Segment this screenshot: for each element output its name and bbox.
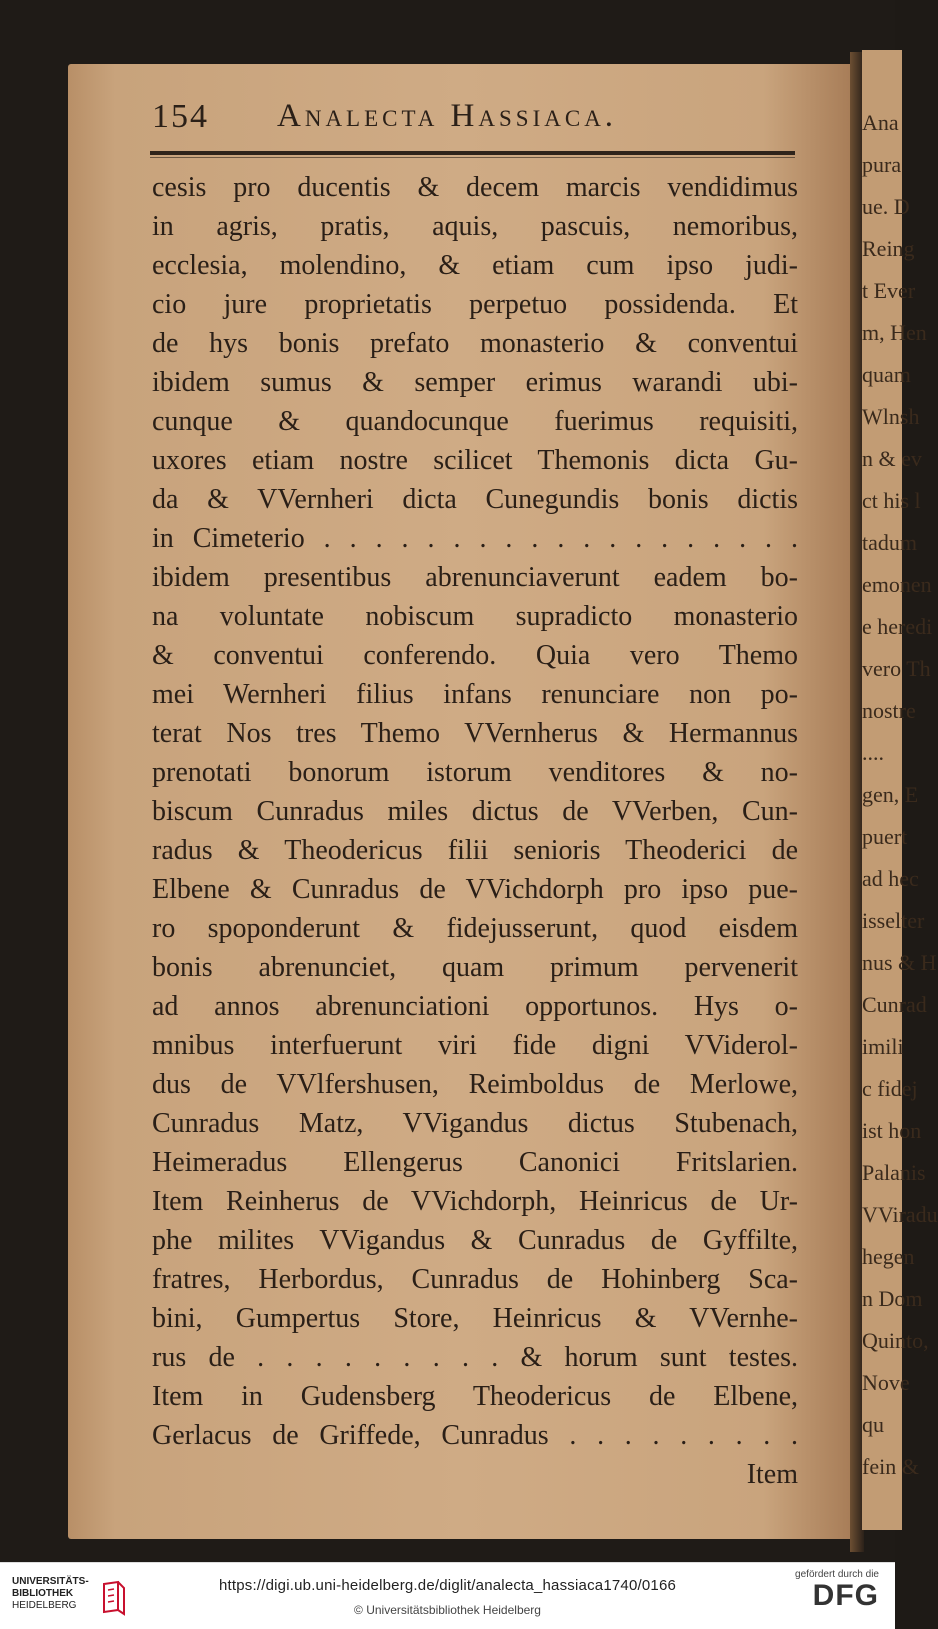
adjacent-page-fragment: fein & bbox=[862, 1454, 919, 1479]
text-line: ro spoponderunt & fidejusserunt, quod eisdem bbox=[152, 913, 798, 944]
text-line: na voluntate nobiscum supradicto monasterio bbox=[152, 601, 798, 632]
adjacent-page-fragment: VViradu bbox=[862, 1202, 938, 1227]
library-name-line1: UNIVERSITÄTS- bbox=[12, 1576, 89, 1587]
adjacent-page-fragment: Quinto, bbox=[862, 1328, 929, 1353]
dfg-logo: DFG bbox=[812, 1579, 879, 1612]
adjacent-page-fragment: gen, E bbox=[862, 782, 919, 807]
body-text bbox=[152, 168, 798, 1494]
text-line: ecclesia, molendino, & etiam cum ipso judi- bbox=[152, 250, 798, 281]
adjacent-page-fragment: Palanis bbox=[862, 1160, 926, 1185]
text-line: de hys bonis prefato monasterio & conventui bbox=[152, 328, 798, 359]
adjacent-page-edge bbox=[862, 50, 938, 1530]
text-line: & conventui conferendo. Quia vero Themo bbox=[152, 640, 798, 671]
adjacent-page-fragment: hegen bbox=[862, 1244, 915, 1269]
adjacent-page-fragment: vero Th bbox=[862, 656, 931, 681]
adjacent-page-fragment: Reing bbox=[862, 236, 915, 261]
text-line: Heimeradus Ellengerus Canonici Fritslarien. bbox=[152, 1147, 798, 1178]
adjacent-page-fragment: emonen bbox=[862, 572, 932, 597]
text-line: uxores etiam nostre scilicet Themonis dicta Gu- bbox=[152, 445, 798, 476]
adjacent-page-fragment: Ana bbox=[862, 110, 899, 135]
adjacent-page-fragment: isselter bbox=[862, 908, 925, 933]
header-rule bbox=[150, 151, 795, 155]
library-name-line2: BIBLIOTHEK bbox=[12, 1588, 74, 1599]
adjacent-page-fragment: ist hon bbox=[862, 1118, 922, 1143]
text-line: terat Nos tres Themo VVernherus & Hermannus bbox=[152, 718, 798, 749]
adjacent-page-fragment: quam bbox=[862, 362, 911, 387]
library-name-line3: HEIDELBERG bbox=[12, 1600, 77, 1611]
adjacent-page-fragment: pura bbox=[862, 152, 902, 177]
text-line: Item bbox=[746, 1459, 798, 1490]
text-line: biscum Cunradus miles dictus de VVerben, Cun- bbox=[152, 796, 798, 827]
text-line: radus & Theodericus filii senioris Theoderici de bbox=[152, 835, 798, 866]
text-line: Elbene & Cunradus de VVichdorph pro ipso pue- bbox=[152, 874, 798, 905]
adjacent-page-fragment: .... bbox=[862, 740, 884, 765]
text-line: ibidem presentibus abrenunciaverunt eadem bo- bbox=[152, 562, 798, 593]
adjacent-page-fragment: ad hec bbox=[862, 866, 919, 891]
text-line: cio jure proprietatis perpetuo possidenda. Et bbox=[152, 289, 798, 320]
adjacent-page-fragment: t Ever bbox=[862, 278, 916, 303]
text-line: prenotati bonorum istorum venditores & no- bbox=[152, 757, 798, 788]
adjacent-page-fragment: tadum bbox=[862, 530, 917, 555]
text-line: phe milites VVigandus & Cunradus de Gyffilte, bbox=[152, 1225, 798, 1256]
text-line: cunque & quandocunque fuerimus requisiti, bbox=[152, 406, 798, 437]
text-line: bini, Gumpertus Store, Heinricus & VVernhe- bbox=[152, 1303, 798, 1334]
running-title: Analecta Hassiaca. bbox=[277, 98, 618, 134]
text-line: rus de . . . . . . . . . & horum sunt testes. bbox=[152, 1342, 798, 1373]
funded-by-label: gefördert durch die bbox=[795, 1569, 879, 1580]
adjacent-page-fragment: c fidej bbox=[862, 1076, 918, 1101]
text-line: cesis pro ducentis & decem marcis vendidimus bbox=[152, 172, 798, 203]
text-line: mnibus interfuerunt viri fide digni VViderol- bbox=[152, 1030, 798, 1061]
text-line: in agris, pratis, aquis, pascuis, nemoribus, bbox=[152, 211, 798, 242]
adjacent-page-fragment: qu bbox=[862, 1412, 884, 1437]
adjacent-page-fragment: Nove bbox=[862, 1370, 910, 1395]
text-line: fratres, Herbordus, Cunradus de Hohinberg Sca- bbox=[152, 1264, 798, 1295]
text-line: ibidem sumus & semper erimus warandi ubi- bbox=[152, 367, 798, 398]
copyright-notice: © Universitätsbibliothek Heidelberg bbox=[354, 1603, 541, 1617]
adjacent-page-fragment: n & ev bbox=[862, 446, 922, 471]
page-header bbox=[152, 98, 792, 138]
text-line: da & VVernheri dicta Cunegundis bonis dictis bbox=[152, 484, 798, 515]
adjacent-page-fragment: ue. D bbox=[862, 194, 910, 219]
permalink-url[interactable]: https://digi.ub.uni-heidelberg.de/diglit/analecta_hassiaca1740/0166 bbox=[218, 1577, 677, 1594]
text-line: ad annos abrenunciationi opportunos. Hys o- bbox=[152, 991, 798, 1022]
page-number: 154 bbox=[152, 98, 209, 135]
adjacent-page-fragment: nus & H bbox=[862, 950, 937, 975]
viewer-footer bbox=[0, 1562, 895, 1629]
text-line: mei Wernheri filius infans renunciare non po- bbox=[152, 679, 798, 710]
adjacent-page-fragment: imili bbox=[862, 1034, 904, 1059]
adjacent-page-fragment: Cunrad bbox=[862, 992, 927, 1017]
text-line: Item Reinherus de VVichdorph, Heinricus de Ur- bbox=[152, 1186, 798, 1217]
adjacent-page-fragment: nostre bbox=[862, 698, 916, 723]
text-line: bonis abrenunciet, quam primum pervenerit bbox=[152, 952, 798, 983]
funder-block[interactable] bbox=[795, 1569, 879, 1612]
text-line: Item in Gudensberg Theodericus de Elbene, bbox=[152, 1381, 798, 1412]
adjacent-page-fragment: Wlnsh bbox=[862, 404, 920, 429]
adjacent-page-fragment: puert bbox=[862, 824, 908, 849]
adjacent-page-fragment: ct his l bbox=[862, 488, 921, 513]
text-line: in Cimeterio . . . . . . . . . . . . . . . . . . . bbox=[152, 523, 798, 554]
adjacent-page-fragment: n Dom bbox=[862, 1286, 923, 1311]
adjacent-page-fragment: m, Hen bbox=[862, 320, 927, 345]
header-rule-thin bbox=[150, 157, 795, 158]
text-line: Cunradus Matz, VVigandus dictus Stubenach, bbox=[152, 1108, 798, 1139]
adjacent-page-fragment: e heredi bbox=[862, 614, 933, 639]
text-line: Gerlacus de Griffede, Cunradus . . . . . . . . . bbox=[152, 1420, 798, 1451]
text-line: dus de VVlfershusen, Reimboldus de Merlowe, bbox=[152, 1069, 798, 1100]
